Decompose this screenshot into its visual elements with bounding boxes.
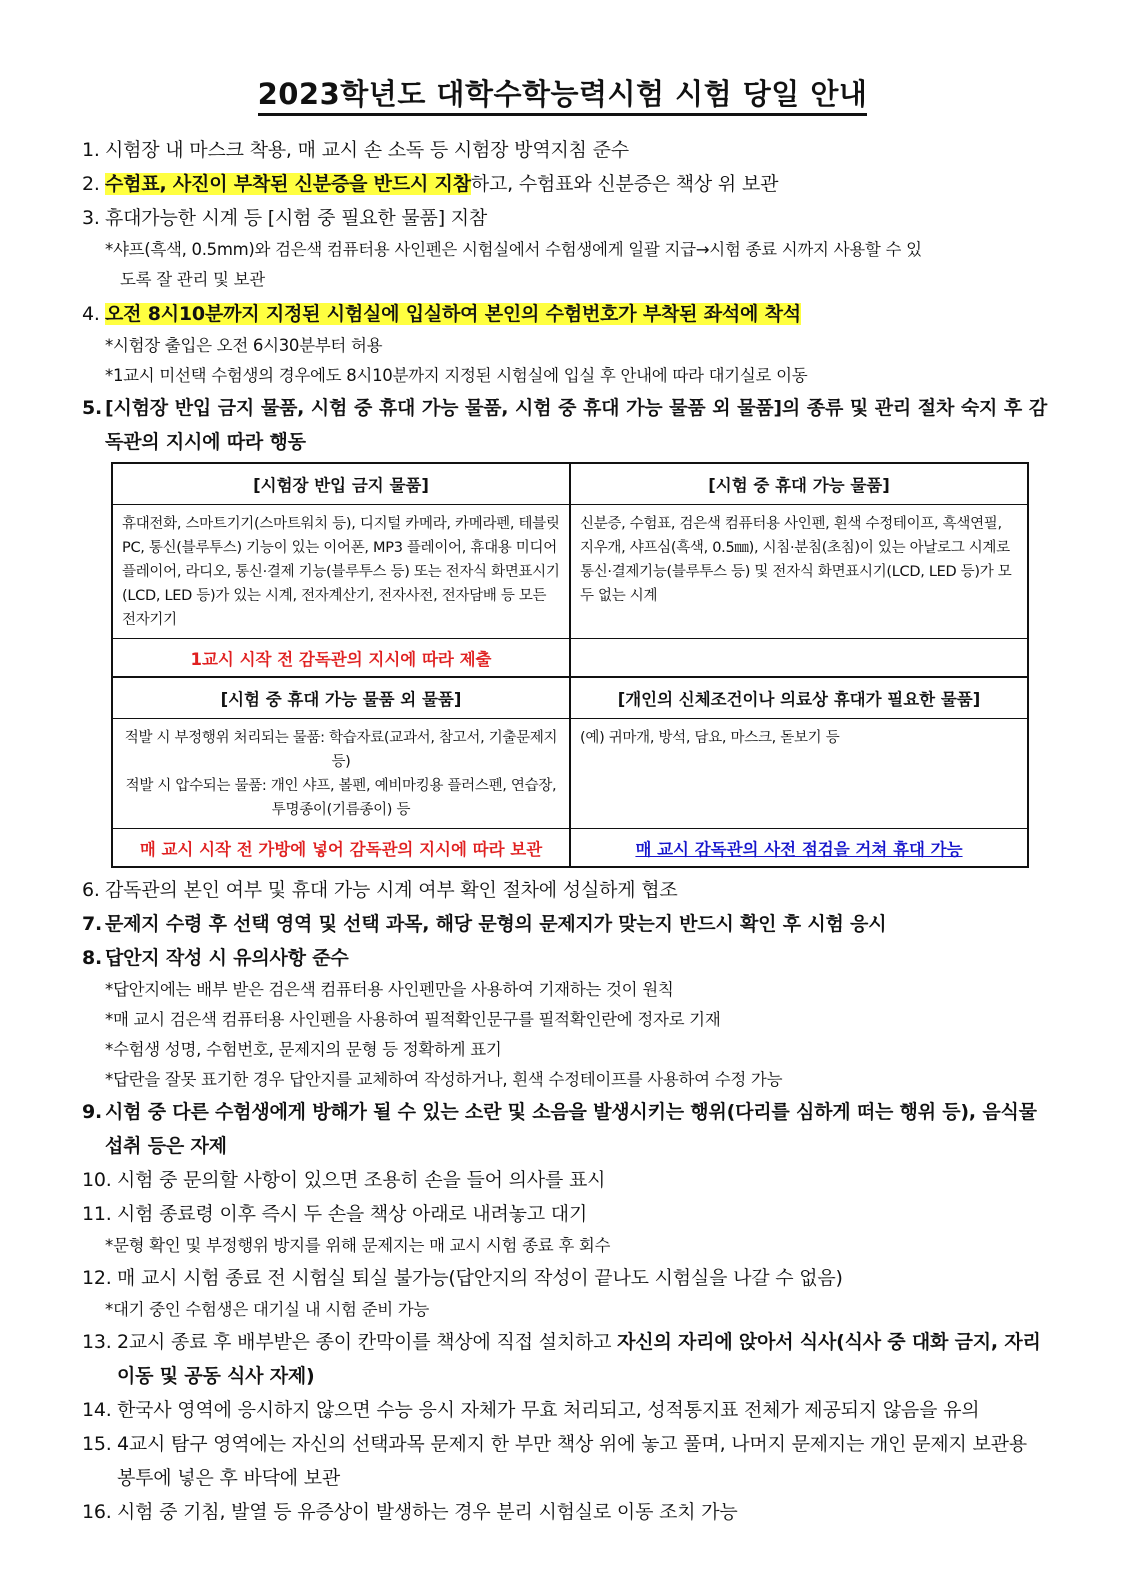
item-note: *수험생 성명, 수험번호, 문제지의 문형 등 정확하게 표기	[105, 1040, 502, 1059]
item-text: 답안지 작성 시 유의사항 준수	[105, 947, 349, 969]
item-text: 시험 중 기침, 발열 등 유증상이 발생하는 경우 분리 시험실로 이동 조치 가능	[117, 1501, 738, 1523]
item-text: 감독관의 본인 여부 및 휴대 가능 시계 여부 확인 절차에 성실하게 협조	[105, 879, 678, 901]
item-text-plain: 2교시 종료 후 배부받은 종이 칸막이를 책상에 직접 설치하고	[117, 1331, 618, 1353]
item-text: 한국사 영역에 응시하지 않으면 수능 응시 자체가 무효 처리되고, 성적통지표 전체가 제공되지 않음을 유의	[117, 1399, 980, 1421]
banned-items-list: 휴대전화, 스마트기기(스마트워치 등), 디지털 카메라, 카메라펜, 테블릿PC, 통신(블루투스) 기능이 있는 이어폰, MP3 플레이어, 휴대용 미디어 플레이어, 라디오, 통신·결제 기능(블루투스 등) 또는 전자식 화면표시기(LCD, LED 등)가 있는 시계, 전자계산기, 전자사전, 전자담배 등 모든 전자기기	[112, 505, 570, 639]
item-text	[105, 297, 1047, 331]
item-note: *대기 중인 수험생은 대기실 내 시험 준비 가능	[105, 1300, 430, 1319]
item-text-bold: 자신의 자리에 앉아서 식사(식사 중 대화 금지, 자리 이동 및 공동 식사 자제)	[117, 1331, 1041, 1387]
table-header-row	[112, 677, 1028, 719]
items-table	[111, 462, 1029, 868]
items-top	[82, 133, 1047, 459]
header-medical-items: [개인의 신체조건이나 의료상 휴대가 필요한 물품]	[570, 677, 1028, 719]
table-footer-row	[112, 639, 1028, 678]
item-number: 9.	[82, 1101, 103, 1123]
highlighted-text: 오전 8시10분까지 지정된 시험실에 입실하여 본인의 수험번호가 부착된 좌석에 착석	[105, 303, 801, 325]
item-text: 매 교시 시험 종료 전 시험실 퇴실 불가능(답안지의 작성이 끝나도 시험실을 나갈 수 없음)	[117, 1267, 843, 1289]
list-item-4	[82, 297, 1047, 331]
list-item-16	[82, 1495, 1047, 1529]
list-item-6	[82, 873, 1047, 907]
item-number: 2.	[82, 173, 100, 195]
table-body-row	[112, 719, 1028, 829]
item-note: *문형 확인 및 부정행위 방지를 위해 문제지는 매 교시 시험 종료 후 회수	[105, 1236, 611, 1255]
item-number: 15.	[82, 1433, 112, 1455]
item-text-rest: 하고, 수험표와 신분증은 책상 위 보관	[470, 173, 779, 195]
item-number: 6.	[82, 879, 100, 901]
list-item-8	[82, 941, 1047, 975]
list-item-13	[82, 1325, 1047, 1393]
other-items-confiscated: 적발 시 압수되는 물품: 개인 샤프, 볼펜, 예비마킹용 플러스펜, 연습장, 투명종이(기름종이) 등	[125, 778, 557, 818]
allowed-items-list: 신분증, 수험표, 검은색 컴퓨터용 사인펜, 흰색 수정테이프, 흑색연필, 지우개, 샤프심(흑색, 0.5㎜), 시침·분침(초침)이 있는 아날로그 시계로 통신·결제기능(블루투스 등) 및 전자식 화면표시기(LCD, LED 등)가 모두 없는 시계	[570, 505, 1028, 639]
list-item-7	[82, 907, 1047, 941]
item-note: *매 교시 검은색 컴퓨터용 사인펜을 사용하여 필적확인문구를 필적확인란에 정자로 기재	[105, 1010, 721, 1029]
item-text: 시험 중 문의할 사항이 있으면 조용히 손을 들어 의사를 표시	[117, 1169, 606, 1191]
other-items-cheating: 적발 시 부정행위 처리되는 물품: 학습자료(교과서, 참고서, 기출문제지 등)	[124, 730, 558, 770]
item-number: 14.	[82, 1399, 112, 1421]
item-text: [시험장 반입 금지 물품, 시험 중 휴대 가능 물품, 시험 중 휴대 가능 물품 외 물품]의 종류 및 관리 절차 숙지 후 감독관의 지시에 따라 행동	[105, 397, 1047, 453]
highlighted-text: 수험표, 사진이 부착된 신분증을 반드시 지참	[105, 173, 471, 195]
list-item-5	[82, 391, 1047, 459]
item-text: 4교시 탐구 영역에는 자신의 선택과목 문제지 한 부만 책상 위에 놓고 풀며, 나머지 문제지는 개인 문제지 보관용 봉투에 넣은 후 바닥에 보관	[117, 1433, 1027, 1489]
medical-items-list: (예) 귀마개, 방석, 담요, 마스크, 돋보기 등	[570, 719, 1028, 829]
table-body-row	[112, 505, 1028, 639]
allowed-items-instruction	[570, 639, 1028, 678]
header-banned-items: [시험장 반입 금지 물품]	[112, 463, 570, 505]
item-text: 시험 종료령 이후 즉시 두 손을 책상 아래로 내려놓고 대기	[117, 1203, 588, 1225]
page-title	[0, 72, 1125, 113]
item-note-continued: 도록 잘 관리 및 보관	[120, 270, 265, 289]
item-number: 1.	[82, 139, 100, 161]
item-number: 13.	[82, 1331, 112, 1353]
item-number: 8.	[82, 947, 103, 969]
title-text: 2023학년도 대학수학능력시험 시험 당일 안내	[258, 77, 868, 116]
list-item-10	[82, 1163, 1047, 1197]
item-note: *샤프(흑색, 0.5mm)와 검은색 컴퓨터용 사인펜은 시험실에서 수험생에게 일괄 지급→시험 종료 시까지 사용할 수 있	[105, 240, 922, 259]
item-number: 10.	[82, 1169, 112, 1191]
list-item-11	[82, 1197, 1047, 1231]
item-note: *답안지에는 배부 받은 검은색 컴퓨터용 사인펜만을 사용하여 기재하는 것이 원칙	[105, 980, 674, 999]
item-number: 12.	[82, 1267, 112, 1289]
item-text: 시험 중 다른 수험생에게 방해가 될 수 있는 소란 및 소음을 발생시키는 행위(다리를 심하게 떠는 행위 등), 음식물 섭취 등은 자제	[105, 1101, 1037, 1157]
list-item-12	[82, 1261, 1047, 1295]
list-item-2	[82, 167, 1047, 201]
item-note: *1교시 미선택 수험생의 경우에도 8시10분까지 지정된 시험실에 입실 후 안내에 따라 대기실로 이동	[105, 366, 808, 385]
table-footer-row	[112, 829, 1028, 868]
medical-items-instruction: 매 교시 감독관의 사전 점검을 거쳐 휴대 가능	[570, 829, 1028, 868]
list-item-9	[82, 1095, 1047, 1163]
other-items-list	[112, 719, 570, 829]
header-other-items: [시험 중 휴대 가능 물품 외 물품]	[112, 677, 570, 719]
item-note: *시험장 출입은 오전 6시30분부터 허용	[105, 336, 383, 355]
item-text: 휴대가능한 시계 등 [시험 중 필요한 물품] 지참	[105, 207, 488, 229]
item-number: 16.	[82, 1501, 112, 1523]
list-item-3	[82, 201, 1047, 235]
item-number: 7.	[82, 913, 103, 935]
item-number: 3.	[82, 207, 100, 229]
other-items-instruction: 매 교시 시작 전 가방에 넣어 감독관의 지시에 따라 보관	[112, 829, 570, 868]
item-text: 문제지 수령 후 선택 영역 및 선택 과목, 해당 문형의 문제지가 맞는지 반드시 확인 후 시험 응시	[105, 913, 887, 935]
list-item-15	[82, 1427, 1047, 1495]
list-item-1	[82, 133, 1047, 167]
banned-items-instruction: 1교시 시작 전 감독관의 지시에 따라 제출	[112, 639, 570, 678]
header-allowed-items: [시험 중 휴대 가능 물품]	[570, 463, 1028, 505]
item-text: 시험장 내 마스크 착용, 매 교시 손 소독 등 시험장 방역지침 준수	[105, 139, 629, 161]
list-item-14	[82, 1393, 1047, 1427]
items-bottom	[82, 873, 1047, 1529]
item-text	[105, 167, 1047, 201]
item-note: *답란을 잘못 표기한 경우 답안지를 교체하여 작성하거나, 흰색 수정테이프를 사용하여 수정 가능	[105, 1070, 783, 1089]
item-number: 4.	[82, 303, 100, 325]
item-number: 5.	[82, 397, 103, 419]
item-text	[117, 1325, 1047, 1393]
item-number: 11.	[82, 1203, 112, 1225]
table-header-row	[112, 463, 1028, 505]
